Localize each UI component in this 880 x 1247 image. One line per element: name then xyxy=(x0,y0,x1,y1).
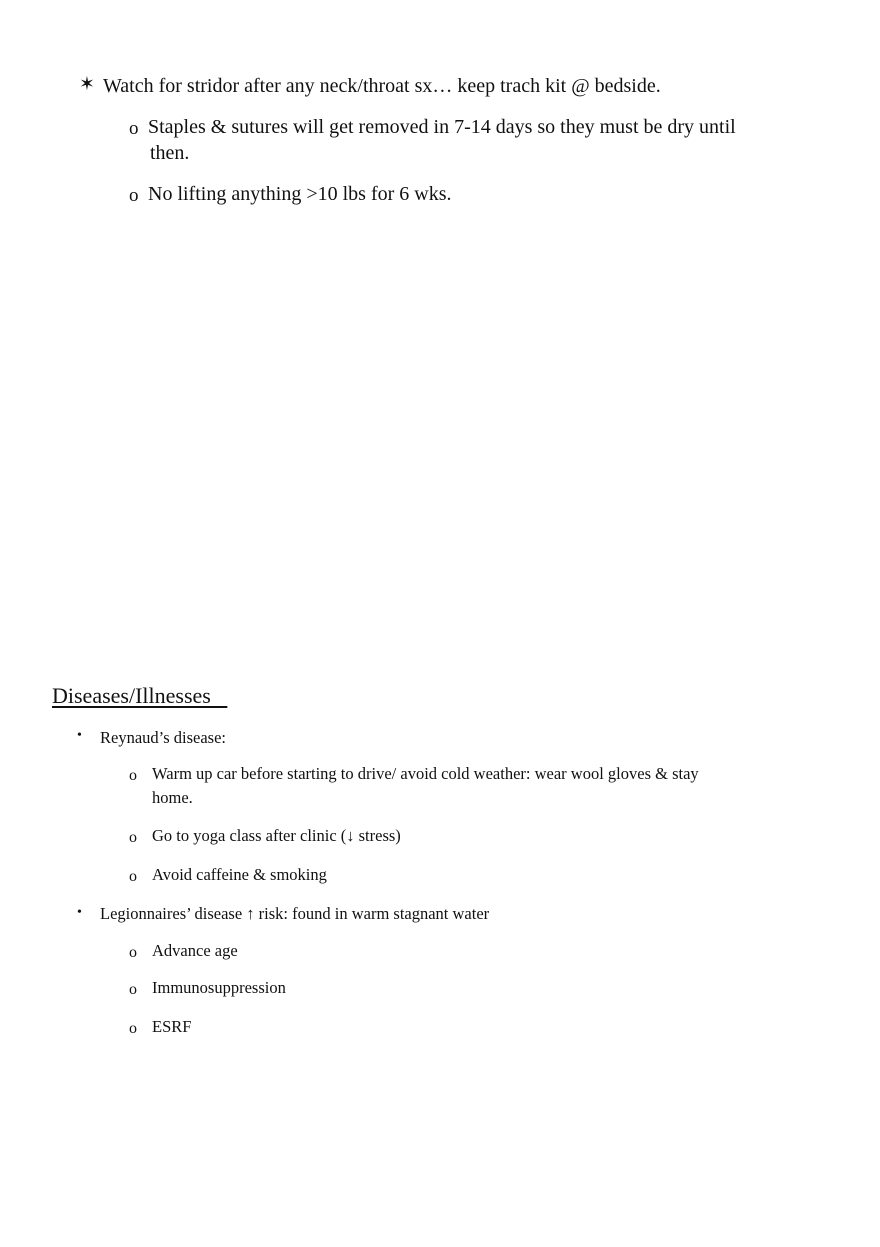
sub-item-text-continued: home. xyxy=(152,788,193,807)
sub-item-text: Go to yoga class after clinic (↓ stress) xyxy=(152,826,401,845)
section-heading: Diseases/Illnesses xyxy=(52,683,228,708)
sub-item-text: Immunosuppression xyxy=(152,978,286,997)
list-item-label: Reynaud’s disease: xyxy=(100,728,227,747)
sub-bullet-marker: o xyxy=(129,829,137,846)
star-item-text: Watch for stridor after any neck/throat sx… keep trach kit @ bedside. xyxy=(103,75,661,97)
sub-bullet-marker: o xyxy=(129,868,137,885)
sub-bullet-marker: o xyxy=(129,185,139,206)
list-item-label: Legionnaires’ disease ↑ risk: found in warm stagnant water xyxy=(100,904,490,923)
sub-item-text: Advance age xyxy=(152,941,238,960)
sub-bullet-marker: o xyxy=(129,1020,137,1037)
sub-item-text-continued: then. xyxy=(150,142,190,164)
sub-bullet-marker: o xyxy=(129,944,137,961)
sub-bullet-marker: o xyxy=(129,118,139,139)
sub-item-text: ESRF xyxy=(152,1017,192,1036)
sub-item-text: Warm up car before starting to drive/ avoid cold weather: wear wool gloves & stay xyxy=(152,764,699,783)
sub-bullet-marker: o xyxy=(129,767,137,784)
sub-item-text: Avoid caffeine & smoking xyxy=(152,865,327,884)
star-bullet-icon: ✶ xyxy=(79,74,95,95)
bullet-dot-icon: • xyxy=(77,728,82,743)
sub-bullet-marker: o xyxy=(129,981,137,998)
sub-item-text: No lifting anything >10 lbs for 6 wks. xyxy=(148,183,452,205)
bullet-dot-icon: • xyxy=(77,905,82,920)
sub-item-text: Staples & sutures will get removed in 7-14 days so they must be dry until xyxy=(148,116,736,138)
